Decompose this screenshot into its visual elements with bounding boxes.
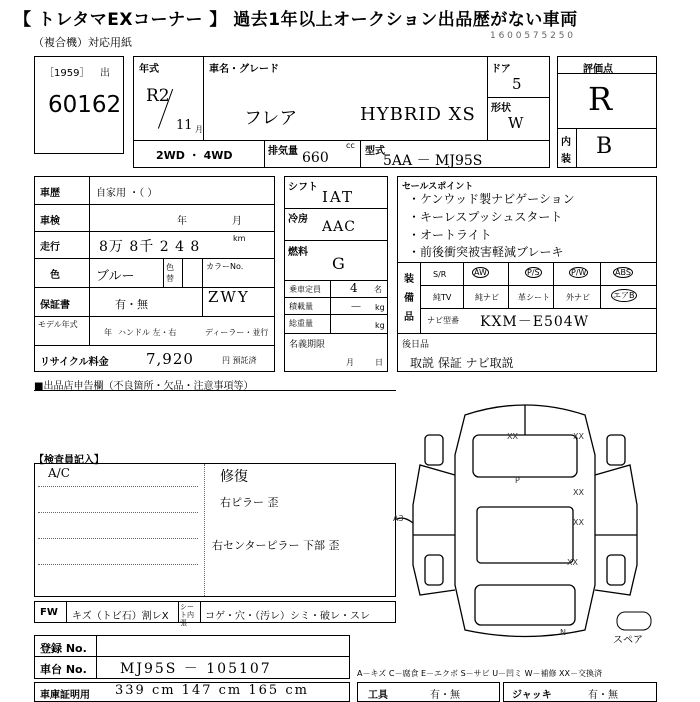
frame-value: MJ95S － 105107 [120,661,272,677]
header-subline: （複合機）対応用紙 [33,36,132,49]
equipment-label-1: 装 [404,274,414,285]
equip-abs-mark: ABS [615,268,631,277]
equip-abs [613,267,633,278]
equip-airbag [611,289,637,302]
capacity-value: 4 [350,281,358,295]
history-options: 自家用 ・（ ） [96,188,158,199]
inspector-note-repair: 修復 [220,469,248,485]
model-year-unit: 年 [104,328,112,337]
capacity-unit: 名 [374,285,382,294]
equip-sr: S/R [433,270,447,279]
damage-mark-right-front: XX [573,432,584,441]
damage-mark-center: P [515,476,520,485]
fw-label: FW [40,607,58,618]
displacement-unit: cc [346,141,355,150]
shaken-year: 年 [177,216,187,227]
capacity-label: 乗車定員 [289,285,321,294]
year-value: R2 [146,86,170,106]
recycle-unit: 円 預託済 [222,356,257,365]
sales-point-1: ・ケンウッド製ナビゲーション [408,192,575,206]
equip-airbag-mark: エアB [613,291,635,300]
rating-label: 評価点 [583,64,613,75]
load-value: － [350,300,363,314]
shift-value: IAT [322,188,354,206]
size-values: 339 cm 147 cm 165 cm [115,683,309,698]
spare-label: スペア [613,635,643,646]
damage-mark-rear: N [560,628,566,637]
registration-label: 名義期限 [289,340,326,350]
damage-mark-roof: XX [507,432,518,441]
name-label: 車名・グレード [209,64,279,75]
navi-model-value: KXM－E504W [480,314,590,330]
ac-label: 冷房 [288,214,308,225]
name-value: フレア [244,108,298,129]
navi-model-label: ナビ型番 [427,316,459,325]
damage-mark-right-door: XX [573,488,584,497]
jack-value: 有・無 [588,690,618,701]
equip-pw-mark: P/W [571,268,587,277]
sales-point-2: ・キーレスプッシュスタート [408,210,563,224]
damage-mark-right-rear: XX [567,558,578,567]
sales-point-4: ・前後衝突被害軽減ブレーキ [408,245,564,259]
registration-unit2: 日 [375,358,383,367]
car-damage-diagram [395,395,657,650]
interior-value: B [596,134,613,159]
shift-label: シフト [288,182,318,193]
history-box [34,176,275,372]
month-unit: 月 [195,125,203,134]
equip-ps [525,267,542,278]
color-no-value: ZWY [208,288,250,306]
lot-box-label: 出 [100,68,110,79]
shaken-month: 月 [232,216,242,227]
damage-legend: A－キズ C－腐食 E－エクボ S－サビ U－凹ミ W－補修 XX－交換済 [357,669,603,678]
rear-items-label: 後日品 [402,340,430,350]
inspector-note-center-pillar: 右センターピラー 下部 歪 [212,539,340,552]
size-label: 車庫証明用 [40,690,90,701]
shape-value: W [508,114,524,132]
fuel-value: G [332,254,345,273]
month-value: 11 [176,118,193,133]
shape-label: 形状 [491,103,511,114]
seat-row: コゲ・穴・（汚レ）シミ・破レ・スレ [205,611,370,622]
ac-value: AAC [322,219,356,235]
inspector-note-pillar: 右ピラー 歪 [220,496,279,509]
equip-ext-navi: 外ナビ [566,293,590,302]
equip-pw [569,267,588,278]
inspector-note-ac: A/C [48,466,70,480]
interior-label-1: 内 [561,137,571,148]
warranty-options: 有・無 [115,298,148,311]
color-value: ブルー [96,269,135,284]
equip-leather: 革シート [518,293,550,302]
tools-value: 有・無 [430,690,460,701]
interior-label-2: 装 [561,154,571,165]
grade-value: HYBRID XS [360,104,476,125]
displacement-label: 排気量 [268,146,298,157]
mileage-label: 走行 [40,242,60,253]
header-ref-number: 1 6 0 0 5 7 5 2 5 0 [490,31,574,41]
equipment-label-3: 品 [404,312,414,323]
sales-point-3: ・オートライト [408,228,492,242]
color-change-label: 色替 [166,263,174,283]
load-unit: kg [375,303,385,312]
lot-number: 60162 [48,92,122,118]
fuel-label: 燃料 [288,247,308,258]
sales-points-label: セールスポイント [402,182,474,192]
displacement-value: 660 [302,150,329,166]
total-weight-unit: kg [375,321,385,330]
scratch-row: キズ（トビ石）割レX [72,611,169,622]
model-label: 型式 [365,146,385,157]
inspector-label: 【検査員記入】 [34,455,104,466]
mileage-value: 8万 8千 2 4 8 [99,239,201,255]
registration-no-label: 登録 No. [40,642,87,655]
equipment-label-2: 備 [404,293,414,304]
equip-navi: 純ナビ [475,293,499,302]
damage-mark-right-pillar: XX [573,518,584,527]
model-year-label: モデル年式 [38,320,78,329]
history-label: 車歴 [40,188,60,199]
registration-unit: 月 [346,358,354,367]
rear-items-value: 取説 保証 ナビ取説 [410,356,514,370]
total-weight-label: 総重量 [289,319,313,328]
seat-label: シート内張 [180,603,194,627]
rating-value: R [588,80,613,118]
dealer-label: ディーラー・並行 [205,328,269,337]
color-label: 色 [50,270,60,281]
inspector-box [34,463,396,597]
equip-tv: 純TV [433,293,452,302]
door-label: ドア [491,64,511,75]
year-label: 年式 [139,64,159,75]
equip-ps-mark: P/S [527,268,540,277]
warranty-label: 保証書 [40,300,70,311]
tools-label: 工具 [368,690,388,701]
door-value: 5 [512,75,522,93]
side-mark: A3 [393,514,404,523]
shaken-label: 車検 [40,216,60,227]
lot-year-tag: ［1959］ [44,68,90,79]
header-title: 【 トレタマEXコーナー 】 過去1年以上オークション出品歴がない車両 [14,10,578,30]
handle-label: ハンドル 左・右 [118,328,177,337]
frame-label: 車台 No. [40,663,87,676]
seller-notes-label: ■出品店申告欄（不良箇所・欠品・注意事項等） [34,381,254,392]
jack-label: ジャッキ [512,690,552,701]
mileage-unit: km [233,234,246,243]
drive-label: 2WD ・ 4WD [156,149,233,162]
equip-aw [472,267,489,278]
load-label: 積載量 [289,302,313,311]
equip-aw-mark: AW [474,268,487,277]
recycle-label: リサイクル料金 [40,357,109,368]
recycle-value: 7,920 [146,350,194,368]
model-value: 5AA － MJ95S [383,153,483,169]
color-no-label: カラーNo. [206,262,244,271]
